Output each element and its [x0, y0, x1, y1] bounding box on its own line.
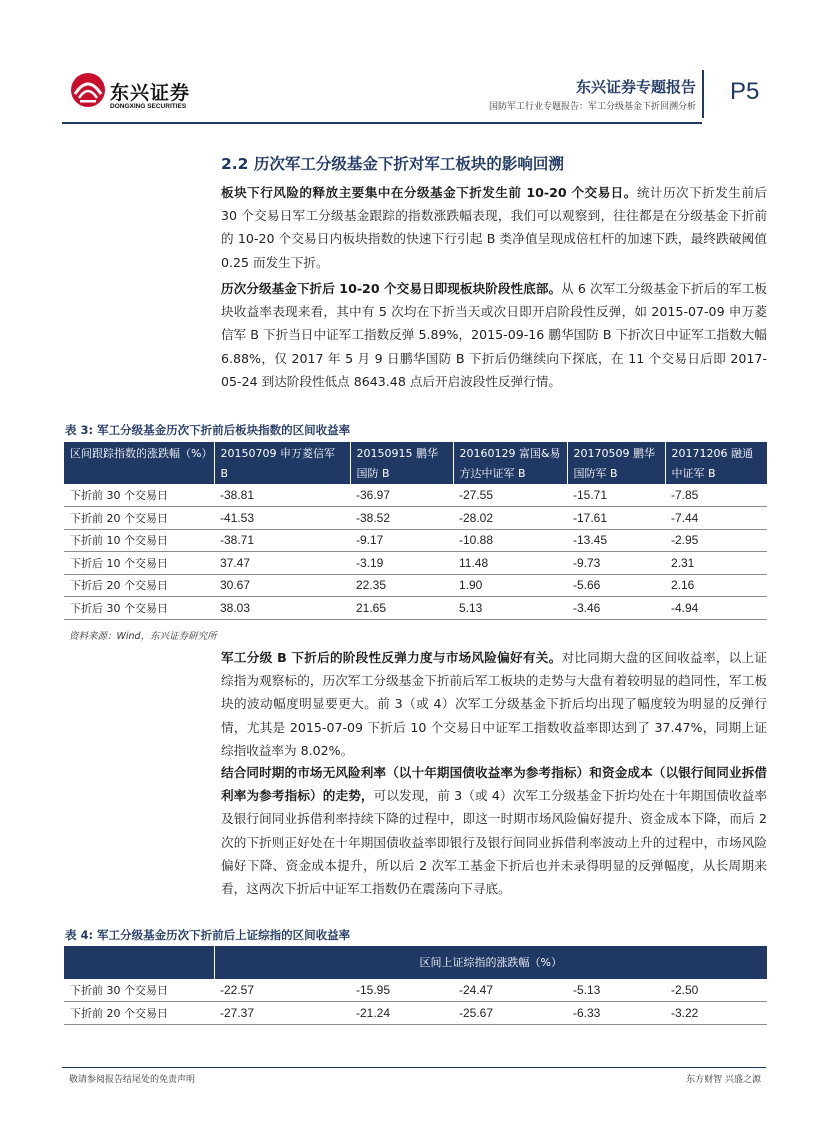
table-cell: -21.24 [350, 1002, 453, 1025]
row-label: 下折前 20 个交易日 [64, 1002, 214, 1025]
table-cell: -17.61 [567, 507, 665, 530]
table-3-caption: 表 3: 军工分级基金历次下折前后板块指数的区间收益率 [65, 423, 351, 437]
table-cell: -10.88 [453, 529, 567, 552]
table-row [64, 484, 767, 507]
company-logo [70, 70, 210, 120]
report-subtitle: 国防军工行业专题报告：军工分级基金下折回溯分析 [488, 102, 696, 112]
paragraph-4-lead: 结合同时期的市场无风险利率（以十年期国债收益率为参考指标）和资金成本（以银行间同业拆借利率为参考指标）的走势， [221, 765, 767, 804]
table-cell: 30.67 [214, 574, 350, 597]
paragraph-2-lead: 历次分级基金下折后 10-20 个交易日即现板块阶段性底部。 [221, 281, 562, 296]
page-number: P5 [730, 78, 760, 105]
table-cell: -3.22 [665, 1002, 767, 1025]
table-cell: -9.17 [350, 529, 453, 552]
section-title: 2.2 历次军工分级基金下折对军工板块的影响回溯 [221, 155, 564, 173]
table-cell: -5.13 [567, 979, 665, 1002]
table-cell: -15.71 [567, 484, 665, 507]
table-row [64, 574, 767, 597]
header-divider [702, 70, 704, 118]
page-header [62, 64, 766, 124]
table-cell: 21.65 [350, 597, 453, 620]
table-cell: -2.50 [665, 979, 767, 1002]
table-cell: 38.03 [214, 597, 350, 620]
footer-disclaimer: 敬请参阅报告结尾处的免责声明 [69, 1075, 196, 1085]
paragraph-4-body: 可以发现，前 3（或 4）次军工分级基金下折均处在十年期国债收益率及银行间同业拆借利率持续下降的过程中，即这一时期市场风险偏好提升、资金成本下降，而后 2 次的下折则正好处在十年期国债收益率即银行及银行间同业拆借利率波动上升的过程中，市场风险偏好下降、资金成本提升，所以后 2 次军工基金下折后也并未录得明显的反弹幅度，从长周期来看，这两次下折后中证军工指数仍在震荡向下寻底。 [221, 788, 767, 897]
table-cell: -3.19 [350, 552, 453, 575]
table-cell: -15.95 [350, 979, 453, 1002]
table-row [64, 529, 767, 552]
table-cell: -38.71 [214, 529, 350, 552]
table-cell: -38.52 [350, 507, 453, 530]
table-cell: -9.73 [567, 552, 665, 575]
header-rule [62, 122, 702, 124]
table-3-header-cell: 20150915 鹏华国防 B [350, 442, 453, 484]
paragraph-2-body: 从 6 次军工分级基金下折后的军工板块收益率表现来看，其中有 5 次均在下折当天或次日即开启阶段性反弹，如 2015-07-09 申万菱信军 B 下折当日中证军工指数反弹 5.89%，2015-09-16 鹏华国防 B 下折次日中证军工指数大幅 6.88%，仅 2017 年 5 月 9 日鹏华国防 B 下折后仍继续向下探底，在 11 个交易日后即 2017-05-24 到达阶段性低点 8643.48 点后开启波段性反弹行情。 [221, 281, 768, 389]
table-3-header-cell: 20160129 富国&易方达中证军 B [453, 442, 567, 484]
table-4-caption: 表 4: 军工分级基金历次下折前后上证综指的区间收益率 [65, 928, 351, 942]
table-row [64, 1002, 767, 1025]
table-4-index-returns [64, 946, 767, 1025]
table-3-header-cell: 区间跟踪指数的涨跌幅（%） [70, 447, 213, 460]
table-3-header-row [64, 442, 767, 484]
table-cell: -24.47 [453, 979, 567, 1002]
table-row [64, 552, 767, 575]
table-cell: -27.55 [453, 484, 567, 507]
table-cell: -5.66 [567, 574, 665, 597]
table-cell: -4.94 [665, 597, 767, 620]
table-row [64, 979, 767, 1002]
table-cell: 1.90 [453, 574, 567, 597]
table-cell: -3.46 [567, 597, 665, 620]
table-cell: -22.57 [214, 979, 350, 1002]
table-cell: -25.67 [453, 1002, 567, 1025]
row-label: 下折后 20 个交易日 [64, 574, 214, 597]
paragraph-1-lead: 板块下行风险的释放主要集中在分级基金下折发生前 10-20 个交易日。 [221, 185, 637, 200]
table-row [64, 507, 767, 530]
table-3-sector-returns [64, 442, 767, 620]
row-label: 下折后 30 个交易日 [64, 597, 214, 620]
row-label: 下折前 30 个交易日 [64, 484, 214, 507]
table-row [64, 597, 767, 620]
paragraph-3-lead: 军工分级 B 下折后的阶段性反弹力度与市场风险偏好有关。 [221, 650, 562, 665]
table-cell: 2.16 [665, 574, 767, 597]
footer-rule [62, 1067, 766, 1068]
row-label: 下折前 20 个交易日 [64, 507, 214, 530]
table-cell: -6.33 [567, 1002, 665, 1025]
paragraph-1 [221, 181, 767, 274]
report-title: 东兴证券专题报告 [575, 78, 696, 96]
row-label: 下折后 10 个交易日 [64, 552, 214, 575]
paragraph-3 [221, 646, 767, 762]
paragraph-4 [221, 761, 767, 900]
table-cell: -36.97 [350, 484, 453, 507]
table-4-header-row [64, 946, 767, 979]
table-4-header-cell: 区间上证综指的涨跌幅（%） [214, 946, 767, 979]
table-cell: -7.85 [665, 484, 767, 507]
row-label: 下折前 30 个交易日 [64, 979, 214, 1002]
footer-slogan: 东方财智 兴盛之源 [686, 1075, 761, 1085]
logo-emblem-icon [70, 70, 106, 110]
table-cell: 11.48 [453, 552, 567, 575]
table-cell: 37.47 [214, 552, 350, 575]
paragraph-3-body: 对比同期大盘的区间收益率，以上证综指为观察标的，历次军工分级基金下折前后军工板块的走势与大盘有着较明显的趋同性，军工板块的波动幅度明显要更大。前 3（或 4）次军工分级基金下折后均出现了幅度较为明显的反弹行情，尤其是 2015-07-09 下折后 10 个交易日中证军工指数收益率即达到了 37.47%，同期上证综指收益率为 8.02%。 [221, 650, 767, 758]
table-cell: -27.37 [214, 1002, 350, 1025]
table-cell: 2.31 [665, 552, 767, 575]
table-cell: -7.44 [665, 507, 767, 530]
table-3-source: 资料来源：Wind，东兴证券研究所 [69, 631, 217, 642]
table-cell: -41.53 [214, 507, 350, 530]
table-3-header-cell: 20171206 融通中证军 B [665, 442, 767, 484]
row-label: 下折前 10 个交易日 [64, 529, 214, 552]
table-cell: -2.95 [665, 529, 767, 552]
table-3-header-cell: 20150709 申万菱信军 B [214, 442, 350, 484]
table-cell: 22.35 [350, 574, 453, 597]
logo-english-name: DONGXING SECURITIES [110, 103, 187, 110]
table-cell: 5.13 [453, 597, 567, 620]
table-3-header-cell: 20170509 鹏华国防军 B [567, 442, 665, 484]
logo-chinese-name: 东兴证券 [110, 82, 191, 104]
table-cell: -38.81 [214, 484, 350, 507]
table-cell: -13.45 [567, 529, 665, 552]
table-cell: -28.02 [453, 507, 567, 530]
paragraph-1-body: 统计历次下折发生前后 30 个交易日军工分级基金跟踪的指数涨跌幅表现，我们可以观察到，往往都是在分级基金下折前的 10-20 个交易日内板块指数的快速下行引起 B 类净值呈现成倍杠杆的加速下跌，最终跌破阈值 0.25 而发生下折。 [221, 185, 768, 270]
paragraph-2 [221, 277, 767, 393]
